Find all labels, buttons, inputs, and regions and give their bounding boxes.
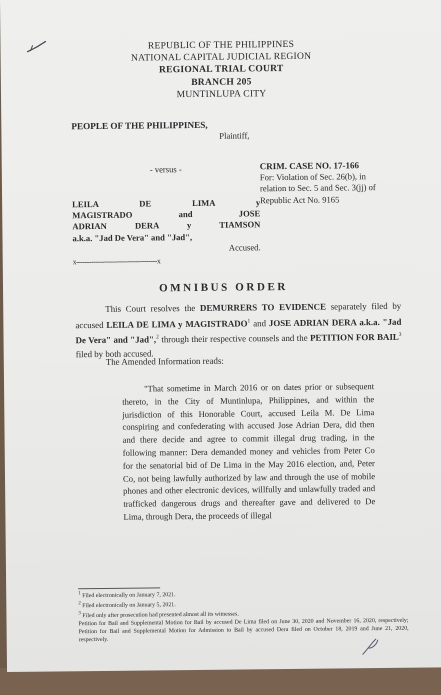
- case-line-2: relation to Sec. 5 and Sec. 3(jj) of: [259, 182, 376, 194]
- footnote-ref-2: 2: [156, 334, 159, 341]
- court-header: [0, 37, 441, 103]
- header-line-branch: BRANCH 205: [191, 75, 252, 88]
- accused-role: Accused.: [228, 242, 261, 253]
- plaintiff-block: [71, 119, 259, 143]
- demurrers-term: DEMURRERS TO EVIDENCE: [199, 301, 327, 313]
- plaintiff-role: Plaintiff,: [219, 130, 250, 141]
- header-line-region: NATIONAL CAPITAL JUDICIAL REGION: [130, 50, 312, 64]
- case-line-1: For: Violation of Sec. 26(b), in: [259, 171, 366, 183]
- order-title: OMNIBUS ORDER: [159, 281, 289, 295]
- plaintiff-name: PEOPLE OF THE PHILIPPINES,: [71, 119, 208, 132]
- footnote-2: $^2$ Filed electronically on January 5, 2021.: [78, 601, 176, 610]
- footnote-ref-1: 1: [247, 317, 251, 325]
- accused-dera: JOSE ADRIAN DERA a.k.a. "Jad De Vera" and "Jad",: [75, 316, 402, 346]
- accused-block: [72, 197, 260, 244]
- accused-line-1: LEILA DE LIMA y: [72, 197, 261, 210]
- footnote-3: $^3$ Filed only after prosecution had presented almost all its witnesses.: [78, 611, 239, 620]
- case-line-3: Republic Act No. 9165: [260, 194, 340, 205]
- initial-mark-icon: [359, 636, 381, 656]
- footnote-1: $^1$ Filed electronically on January 7, 2021.: [78, 591, 176, 600]
- information-quote: "That sometime in March 2016 or on dates prior or subsequent thereto, in the City of Muntinlupa, Philippines, and within the jurisdiction of this Honorable Court, accused Leila M. De Lima conspiring and confederating with accused Jose Adrian Dera, did then and there decide and agree to commit illegal drug trading, in the following manner: Dera demanded money and vehicles from Peter Co for the senatorial bid of De Lima in the May 2016 election, and, Peter Co, not being lawfully authorized by law and through the use of mobile phones and other electronic devices, willfully and unlawfully traded and trafficked dangerous drugs and thereafter gave and delivered to De Lima, through Dera, the proceeds of illegal: [122, 381, 376, 522]
- case-number: CRIM. CASE NO. 17-166: [259, 160, 360, 172]
- accused-line-3: ADRIAN DERA y TIAMSON: [72, 219, 261, 232]
- header-line-republic: REPUBLIC OF THE PHILIPPINES: [147, 38, 295, 52]
- footnote-3-continued: Petition for Bail and Supplemental Motion for Bail by accused De Lima filed on June 30, 2020 and November 16, 2020, respectively; Petition for Bail and Supplemental Motion for Admission to Bail by accused Dera filed on October 18, 2019 and June 21, 2020, respectively.: [78, 617, 409, 644]
- case-block: [260, 160, 410, 206]
- resolution-paragraph: This Court resolves the DEMURRERS TO EVIDENCE separately filed by accused LEILA DE LIMA y MAGISTRADO$^1$ and JOSE ADRIAN DERA a.k.a. "Jad De Vera" and "Jad",$^2$ through their respective counsels and the PETITION FOR BAIL$^3$ filed by both accused.: [75, 300, 402, 359]
- header-line-city: MUNTINLUPA CITY: [176, 88, 267, 100]
- accused-line-4: a.k.a. "Jad De Vera" and "Jad",: [72, 231, 193, 243]
- header-line-court: REGIONAL TRIAL COURT: [158, 63, 284, 76]
- caption-divider: x--------------------------------------x: [72, 256, 161, 267]
- footnote-ref-3: 3: [398, 331, 402, 338]
- versus-label: - versus -: [149, 164, 182, 175]
- intro-paragraph: The Amended Information reads:: [105, 355, 224, 367]
- accused-line-2: MAGISTRADO and JOSE: [72, 208, 261, 221]
- accused-de-lima: LEILA DE LIMA y MAGISTRADO: [106, 317, 248, 330]
- petition-term: PETITION FOR BAIL: [310, 331, 399, 343]
- background-surface: [0, 668, 441, 695]
